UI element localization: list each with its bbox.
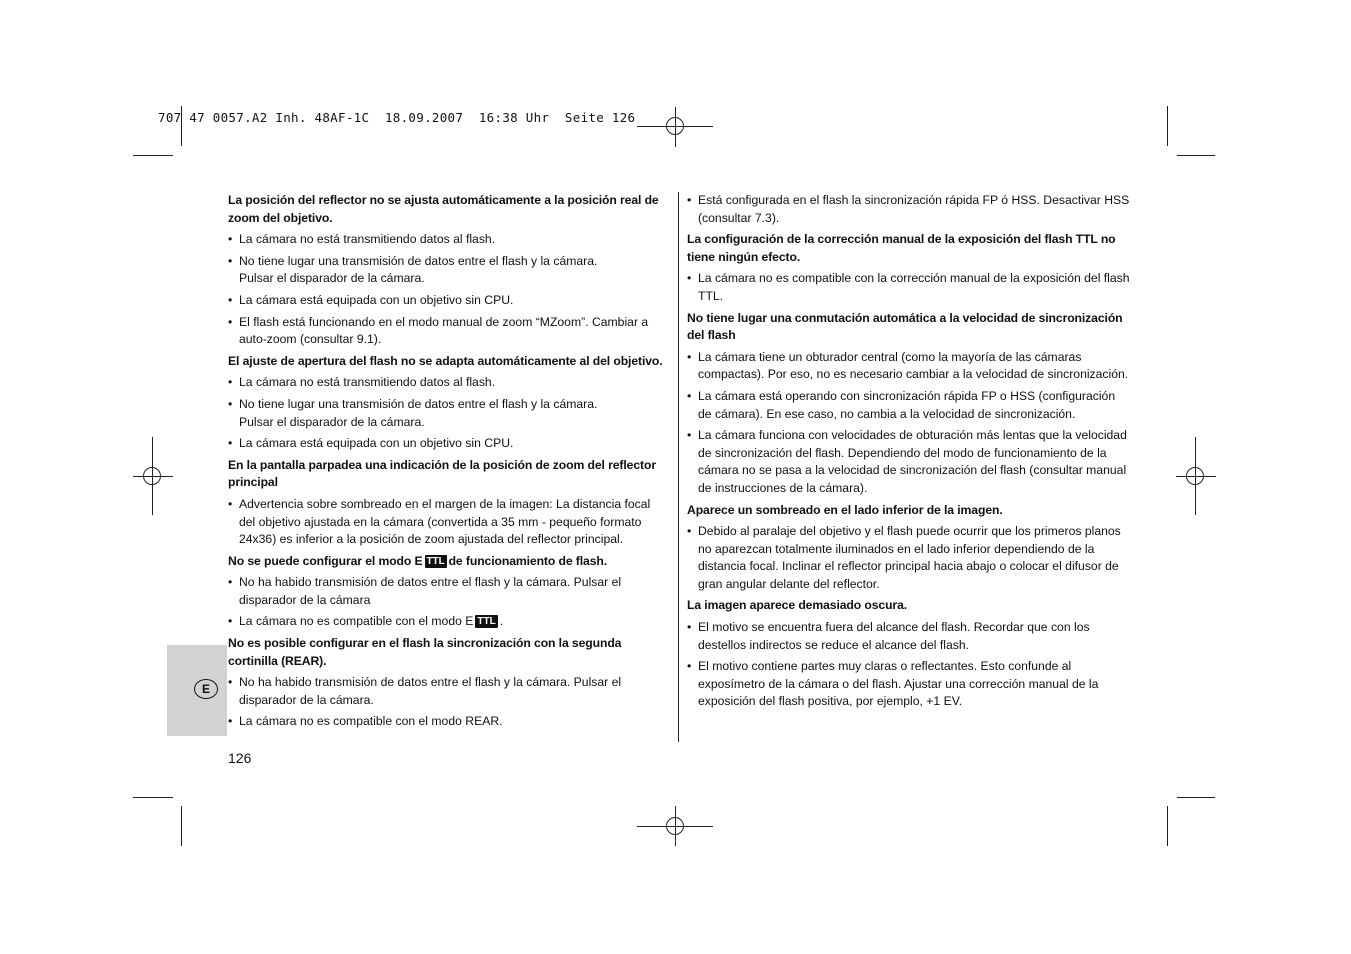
list-item: • El motivo contiene partes muy claras o reflectantes. Esto confunde al exposímetro de la cámara o del flash. Ajustar una corrección manual de la exposición del flash positiva, por ejemplo, +1 EV.: [687, 658, 1130, 711]
section-heading: En la pantalla parpadea una indicación de la posición de zoom del reflector principal: [228, 457, 656, 490]
list-item: • Advertencia sobre sombreado en el margen de la imagen: La distancia focal del objetivo ajustada en la cámara (convertida a 35 mm - pequeño formato 24x36) es inferior a la posición de zoom ajustada del reflector principal.: [228, 496, 668, 549]
crop-mark: [1177, 155, 1215, 156]
ttl-symbol-icon: TTL: [477, 616, 496, 628]
column-divider: [678, 192, 679, 742]
crop-mark: [133, 155, 173, 156]
crop-mark: [181, 806, 182, 846]
list-item: • La cámara está operando con sincronización rápida FP o HSS (configuración de cámara). En ese caso, no cambia a la velocidad de sincronización.: [687, 388, 1130, 423]
list-item: • No tiene lugar una transmisión de datos entre el flash y la cámara. Pulsar el disparador de la cámara.: [228, 253, 668, 288]
list-item: • La cámara no es compatible con la corrección manual de la exposición del flash TTL.: [687, 270, 1130, 305]
section-heading: No se puede configurar el modo E TTL de funcionamiento de flash.: [228, 553, 608, 568]
list-item: • La cámara tiene un obturador central (como la mayoría de las cámaras compactas). Por eso, no es necesario cambiar a la velocidad de sincronización.: [687, 349, 1130, 384]
right-column: [687, 192, 1130, 715]
left-column: [228, 192, 668, 735]
list-item: • La cámara no es compatible con el modo E TTL .: [228, 613, 668, 631]
list-item: • No tiene lugar una transmisión de datos entre el flash y la cámara. Pulsar el disparador de la cámara.: [228, 396, 668, 431]
crop-mark: [1167, 806, 1168, 846]
list-item: • Está configurada en el flash la sincronización rápida FP ó HSS. Desactivar HSS (consultar 7.3).: [687, 192, 1130, 227]
crop-mark: [1177, 797, 1215, 798]
section-heading: La imagen aparece demasiado oscura.: [687, 598, 908, 613]
language-badge: E: [194, 679, 218, 699]
section-heading: No es posible configurar en el flash la sincronización con la segunda cortinilla (REAR).: [228, 636, 622, 668]
section-heading: La posición del reflector no se ajusta automáticamente a la posición real de zoom del objetivo.: [228, 193, 659, 225]
ttl-symbol-icon: TTL: [426, 555, 445, 567]
list-item: • El flash está funcionando en el modo manual de zoom “MZoom”. Cambiar a auto-zoom (consultar 9.1).: [228, 314, 668, 349]
section-heading: El ajuste de apertura del flash no se adapta automáticamente al del objetivo.: [228, 353, 663, 368]
section-heading: Aparece un sombreado en el lado inferior de la imagen.: [687, 502, 1003, 517]
list-item: • El motivo se encuentra fuera del alcance del flash. Recordar que con los destellos indirectos se reduce el alcance del flash.: [687, 619, 1130, 654]
list-item: • La cámara no está transmitiendo datos al flash.: [228, 374, 668, 392]
page-number: 126: [228, 750, 252, 766]
crop-mark: [133, 797, 173, 798]
list-item: • No ha habido transmisión de datos entre el flash y la cámara. Pulsar el disparador de la cámara: [228, 574, 668, 609]
list-item: • La cámara está equipada con un objetivo sin CPU.: [228, 435, 668, 453]
list-item: • La cámara no es compatible con el modo REAR.: [228, 713, 668, 731]
crop-mark: [1167, 106, 1168, 146]
list-item: • La cámara no está transmitiendo datos al flash.: [228, 231, 668, 249]
print-slug-header: 707 47 0057.A2 Inh. 48AF-1C 18.09.2007 16:38 Uhr Seite 126: [158, 110, 636, 125]
list-item: • La cámara está equipada con un objetivo sin CPU.: [228, 292, 668, 310]
section-heading: La configuración de la corrección manual de la exposición del flash TTL no tiene ningún efecto.: [687, 232, 1116, 264]
section-heading: No tiene lugar una conmutación automática a la velocidad de sincronización del flash: [687, 310, 1123, 343]
list-item: • Debido al paralaje del objetivo y el flash puede ocurrir que los primeros planos no aparezcan totalmente iluminados en el lado inferior dependiendo de la distancia focal. Inclinar el reflector principal hacia abajo o colocar el difusor de gran angular delante del reflector.: [687, 523, 1130, 593]
list-item: • La cámara funciona con velocidades de obturación más lentas que la velocidad de sincronización del flash. Dependiendo del modo de funcionamiento de la cámara no se pasa a la velocidad de sincronización del flash (consultar manual de instrucciones de la cámara).: [687, 427, 1130, 497]
list-item: • No ha habido transmisión de datos entre el flash y la cámara. Pulsar el disparador de la cámara.: [228, 674, 668, 709]
